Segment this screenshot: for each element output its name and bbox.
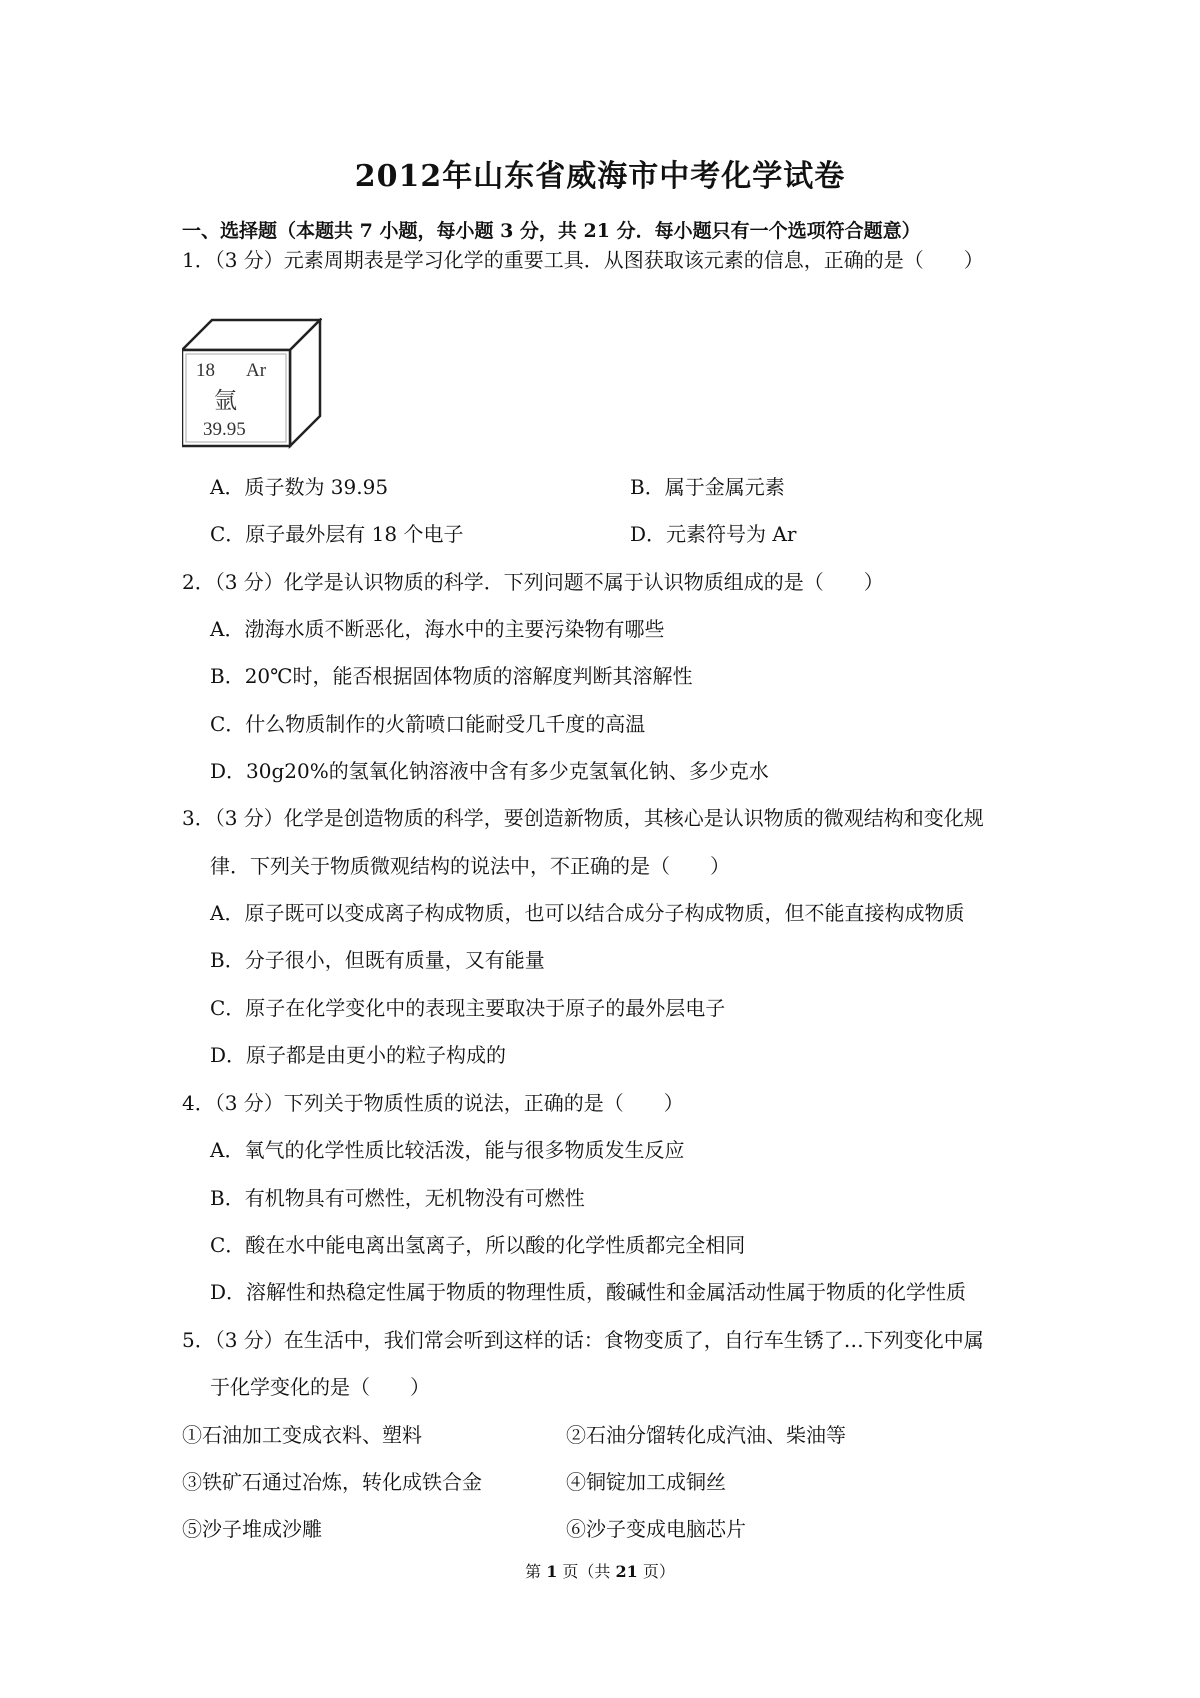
q5-item-2: ②石油分馏转化成汽油、柴油等 — [566, 1423, 846, 1447]
q1-option-c: C．原子最外层有 18 个电子 — [210, 522, 464, 546]
section-heading: 一、选择题（本题共 7 小题，每小题 3 分，共 21 分．每小题只有一个选项符合题意） — [182, 220, 921, 242]
question-2-stem: 2．（3 分）化学是认识物质的科学．下列问题不属于认识物质组成的是（ ） — [182, 570, 884, 594]
footer-middle: 页（共 — [557, 1562, 616, 1581]
page-title: 2012年山东省威海市中考化学试卷 — [354, 159, 846, 194]
element-number: 18 — [196, 360, 215, 381]
q4-option-b: B．有机物具有可燃性，无机物没有可燃性 — [210, 1186, 585, 1210]
q3-option-b: B．分子很小，但既有质量，又有能量 — [210, 948, 545, 972]
q5-item-5: ⑤沙子堆成沙雕 — [182, 1517, 322, 1541]
footer-prefix: 第 — [525, 1562, 547, 1581]
q3-option-c: C．原子在化学变化中的表现主要取决于原子的最外层电子 — [210, 996, 726, 1020]
footer-page-number: 1 — [546, 1562, 558, 1581]
footer-suffix: 页） — [637, 1562, 675, 1581]
q4-option-a: A．氧气的化学性质比较活泼，能与很多物质发生反应 — [210, 1138, 685, 1162]
q2-option-b: B．20℃时，能否根据固体物质的溶解度判断其溶解性 — [210, 664, 693, 688]
question-4-stem: 4．（3 分）下列关于物质性质的说法，正确的是（ ） — [182, 1091, 684, 1115]
q5-item-1: ①石油加工变成衣料、塑料 — [182, 1423, 422, 1447]
q5-item-6: ⑥沙子变成电脑芯片 — [566, 1517, 746, 1541]
footer-total-pages: 21 — [615, 1562, 638, 1581]
element-symbol: Ar — [246, 360, 267, 381]
element-name: 氩 — [214, 388, 237, 413]
q5-item-3: ③铁矿石通过冶炼，转化成铁合金 — [182, 1470, 482, 1494]
q1-option-b: B．属于金属元素 — [630, 475, 785, 499]
question-3-stem-line-2: 律．下列关于物质微观结构的说法中，不正确的是（ ） — [210, 854, 730, 878]
question-1-stem: 1．（3 分）元素周期表是学习化学的重要工具．从图获取该元素的信息，正确的是（ ） — [182, 248, 984, 272]
q2-option-a: A．渤海水质不断恶化，海水中的主要污染物有哪些 — [210, 617, 665, 641]
q5-item-4: ④铜锭加工成铜丝 — [566, 1470, 726, 1494]
q4-option-d: D．溶解性和热稳定性属于物质的物理性质，酸碱性和金属活动性属于物质的化学性质 — [210, 1280, 967, 1304]
periodic-element-figure — [182, 318, 322, 450]
q2-option-c: C．什么物质制作的火箭喷口能耐受几千度的高温 — [210, 712, 646, 736]
element-mass: 39.95 — [203, 419, 246, 440]
q4-option-c: C．酸在水中能电离出氢离子，所以酸的化学性质都完全相同 — [210, 1233, 746, 1257]
question-5-stem-line-2: 于化学变化的是（ ） — [210, 1375, 430, 1399]
question-3-stem-line-1: 3．（3 分）化学是创造物质的科学，要创造新物质，其核心是认识物质的微观结构和变化规 — [182, 806, 984, 830]
q3-option-a: A．原子既可以变成离子构成物质，也可以结合成分子构成物质，但不能直接构成物质 — [210, 901, 965, 925]
page-footer — [0, 1564, 1200, 1580]
q1-option-d: D．元素符号为 Ar — [630, 522, 797, 546]
question-5-stem-line-1: 5．（3 分）在生活中，我们常会听到这样的话：食物变质了，自行车生锈了…下列变化中属 — [182, 1328, 984, 1352]
q2-option-d: D．30g20%的氢氧化钠溶液中含有多少克氢氧化钠、多少克水 — [210, 759, 769, 783]
q3-option-d: D．原子都是由更小的粒子构成的 — [210, 1043, 507, 1067]
q1-option-a: A．质子数为 39.95 — [210, 475, 389, 499]
